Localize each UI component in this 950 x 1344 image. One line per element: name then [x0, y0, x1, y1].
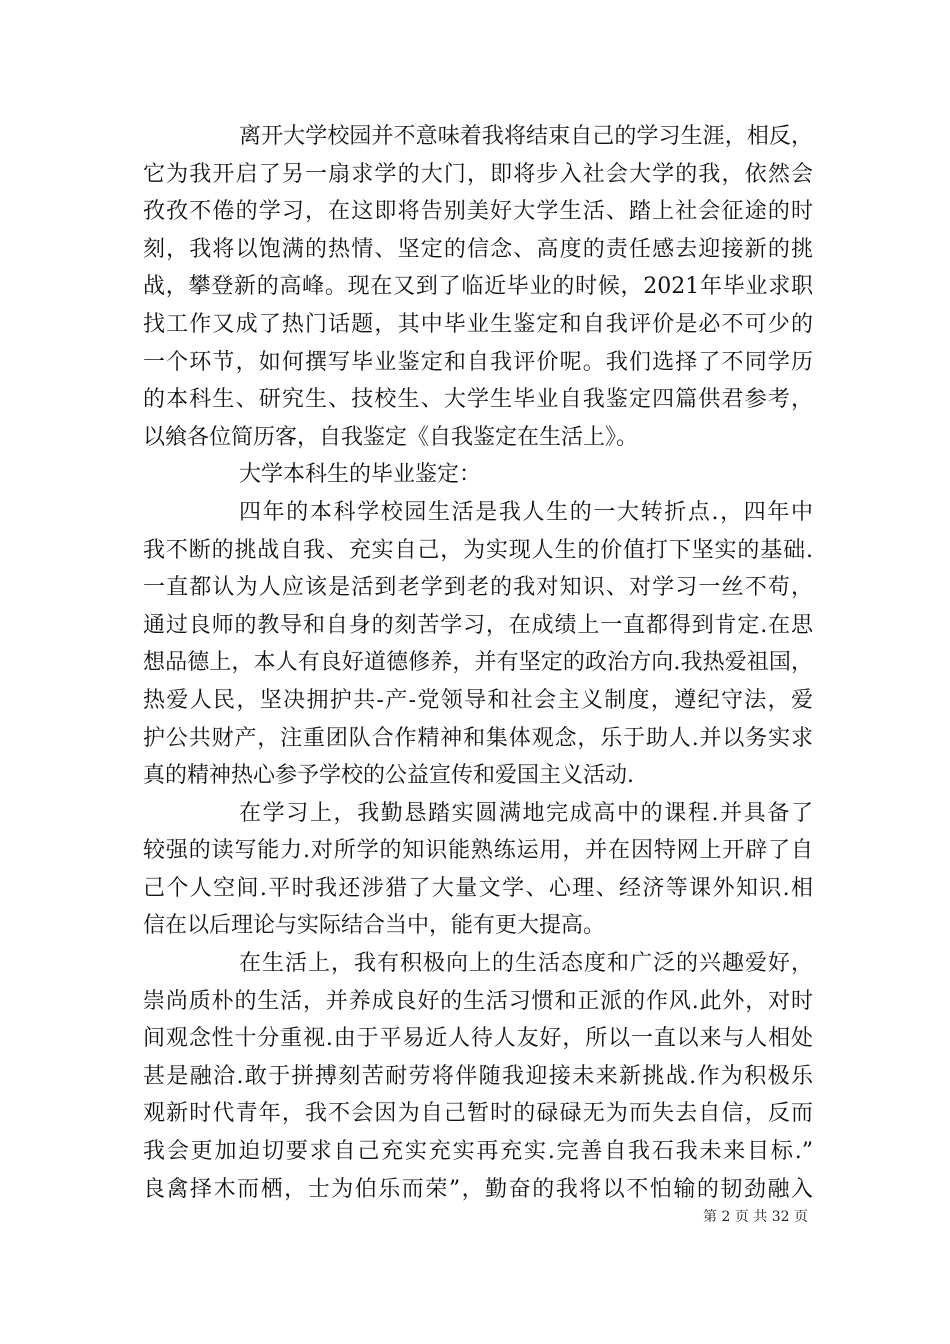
text-line: 以飨各位简历客，自我鉴定《自我鉴定在生活上》。 [143, 424, 639, 450]
text-line: 离开大学校园并不意味着我将结束自己的学习生涯，相反， [239, 124, 813, 149]
text-line: 信在以后理论与实际结合当中，能有更大提高。 [143, 913, 606, 939]
text-line: 在生活上，我有积极向上的生活态度和广泛的兴趣爱好， [239, 951, 813, 977]
text-line: 间观念性十分重视.由于平易近人待人友好，所以一直以来与人相处 [143, 1026, 813, 1052]
text-line: 想品德上，本人有良好道德修养，并有坚定的政治方向.我热爱祖国， [143, 650, 813, 676]
text-line: 的本科生、研究生、技校生、大学生毕业自我鉴定四篇供君参考， [143, 387, 813, 413]
text-line: 崇尚质朴的生活，并养成良好的生活习惯和正派的作风.此外，对时 [143, 988, 813, 1014]
page-number-footer: 第 2 页 共 32 页 [703, 1209, 808, 1225]
text-line: 战，攀登新的高峰。现在又到了临近毕业的时候，2021年毕业求职 [143, 274, 813, 300]
paragraph-intro [143, 118, 813, 456]
text-line: 孜孜不倦的学习，在这即将告别美好大学生活、踏上社会征途的时 [143, 199, 813, 225]
text-line: 我会更加迫切要求自己充实充实再充实.完善自我石我未来目标.” [143, 1139, 813, 1165]
text-line: 较强的读写能力.对所学的知识能熟练运用，并在因特网上开辟了自 [143, 838, 813, 864]
text-line: 刻，我将以饱满的热情、坚定的信念、高度的责任感去迎接新的挑 [143, 236, 813, 262]
text-line: 己个人空间.平时我还涉猎了大量文学、心理、经济等课外知识.相 [143, 875, 813, 901]
paragraph-life [143, 945, 813, 1208]
text-line: 观新时代青年，我不会因为自己暂时的碌碌无为而失去自信，反而 [143, 1101, 813, 1127]
text-line: 找工作又成了热门话题，其中毕业生鉴定和自我评价是必不可少的 [143, 311, 813, 337]
text-line: 护公共财产，注重团队合作精神和集体观念，乐于助人.并以务实求 [143, 725, 813, 751]
text-line: 真的精神热心参予学校的公益宣传和爱国主义活动. [143, 763, 634, 789]
text-line: 我不断的挑战自我、充实自己，为实现人生的价值打下坚实的基础. [143, 537, 813, 563]
text-line: 通过良师的教导和自身的刻苦学习，在成绩上一直都得到肯定.在思 [143, 612, 813, 638]
text-line: 良禽择木而栖，士为伯乐而荣”，勤奋的我将以不怕输的韧劲融入 [143, 1176, 813, 1202]
text-line: 一直都认为人应该是活到老学到老的我对知识、对学习一丝不苟， [143, 575, 813, 601]
section-heading-text: 大学本科生的毕业鉴定： [239, 462, 482, 488]
text-line: 热爱人民，坚决拥护共-产-党领导和社会主义制度，遵纪守法，爱 [143, 687, 813, 713]
document-body [143, 118, 813, 1208]
paragraph-study [143, 795, 813, 945]
text-line: 它为我开启了另一扇求学的大门，即将步入社会大学的我，依然会 [143, 161, 813, 187]
text-line: 甚是融洽.敢于拼搏刻苦耐劳将伴随我迎接未来新挑战.作为积极乐 [143, 1063, 813, 1089]
text-line: 在学习上，我勤恳踏实圆满地完成高中的课程.并具备了 [239, 800, 813, 826]
paragraph-overview [143, 494, 813, 795]
text-line: 四年的本科学校园生活是我人生的一大转折点.，四年中 [239, 499, 813, 525]
text-line: 一个环节，如何撰写毕业鉴定和自我评价呢。我们选择了不同学历 [143, 349, 813, 375]
section-heading [143, 456, 813, 494]
